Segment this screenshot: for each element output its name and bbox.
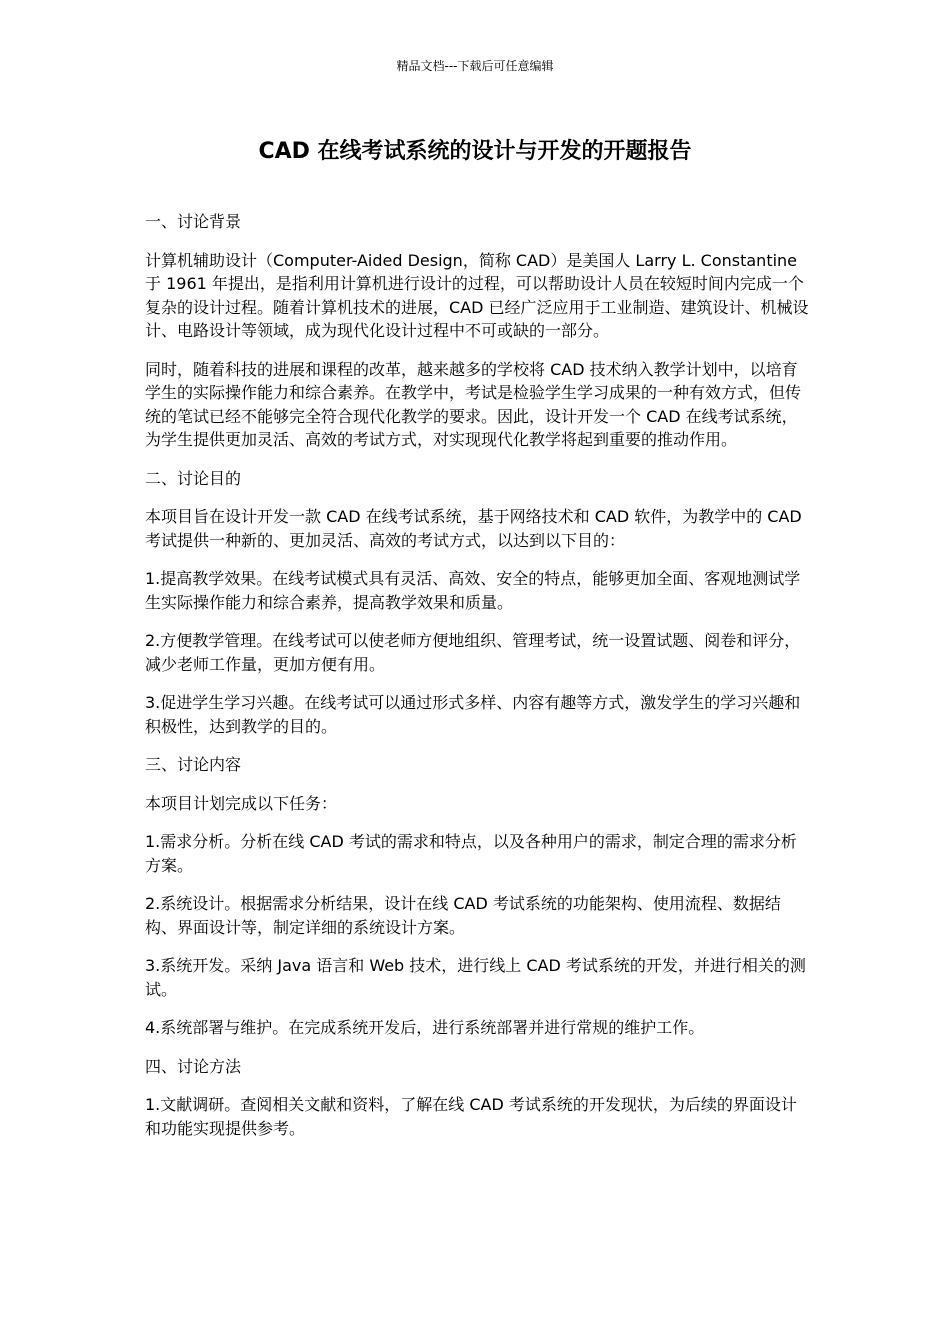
paragraph: 计算机辅助设计（Computer-Aided Design，简称 CAD）是美国人 Larry L. Constantine 于 1961 年提出，是指利用计算机进行设计的过程，可以帮助设计人员在较短时间内完成一个复杂的设计过程。随着计算机技术的进展，CAD 已经广泛应用于工业制造、建筑设计、机械设计、电路设计等领域，成为现代化设计过程中不可或缺的一部分。 (145, 250, 809, 340)
list-item: 4.系统部署与维护。在完成系统开发后，进行系统部署并进行常规的维护工作。 (145, 1018, 705, 1037)
section-heading: 三、讨论内容 (145, 755, 242, 774)
list-item: 2.系统设计。根据需求分析结果，设计在线 CAD 考试系统的功能架构、使用流程、数据结构、界面设计等，制定详细的系统设计方案。 (145, 894, 781, 937)
list-item: 1.提高教学效果。在线考试模式具有灵活、高效、安全的特点，能够更加全面、客观地测试学生实际操作能力和综合素养，提高教学效果和质量。 (145, 569, 801, 612)
paragraph: 本项目旨在设计开发一款 CAD 在线考试系统，基于网络技术和 CAD 软件，为教学中的 CAD 考试提供一种新的、更加灵活、高效的考试方式，以达到以下目的： (145, 507, 802, 550)
document-title: CAD 在线考试系统的设计与开发的开题报告 (258, 139, 692, 164)
page-header: 精品文档---下载后可任意编辑 (396, 59, 554, 73)
list-item: 2.方便教学管理。在线考试可以使老师方便地组织、管理考试，统一设置试题、阅卷和评分，减少老师工作量，更加方便有用。 (145, 631, 801, 674)
section-heading: 一、讨论背景 (145, 212, 242, 231)
list-item: 1.需求分析。分析在线 CAD 考试的需求和特点，以及各种用户的需求，制定合理的需求分析方案。 (145, 832, 797, 875)
document-body (145, 210, 810, 1155)
list-item: 1.文献调研。查阅相关文献和资料，了解在线 CAD 考试系统的开发现状，为后续的界面设计和功能实现提供参考。 (145, 1095, 797, 1138)
section-heading: 二、讨论目的 (145, 468, 242, 488)
list-item: 3.促进学生学习兴趣。在线考试可以通过形式多样、内容有趣等方式，激发学生的学习兴趣和积极性，达到教学的目的。 (145, 693, 801, 736)
section-heading: 四、讨论方法 (145, 1056, 242, 1076)
paragraph: 同时，随着科技的进展和课程的改革，越来越多的学校将 CAD 技术纳入教学计划中，以培育学生的实际操作能力和综合素养。在教学中，考试是检验学生学习成果的一种有效方式，但传统的笔试已经不能够完全符合现代化教学的要求。因此，设计开发一个 CAD 在线考试系统，为学生提供更加灵活、高效的考试方式，对实现现代化教学将起到重要的推动作用。 (145, 359, 802, 449)
list-item: 3.系统开发。采纳 Java 语言和 Web 技术，进行线上 CAD 考试系统的开发，并进行相关的测试。 (145, 956, 806, 999)
paragraph: 本项目计划完成以下任务： (145, 793, 338, 813)
